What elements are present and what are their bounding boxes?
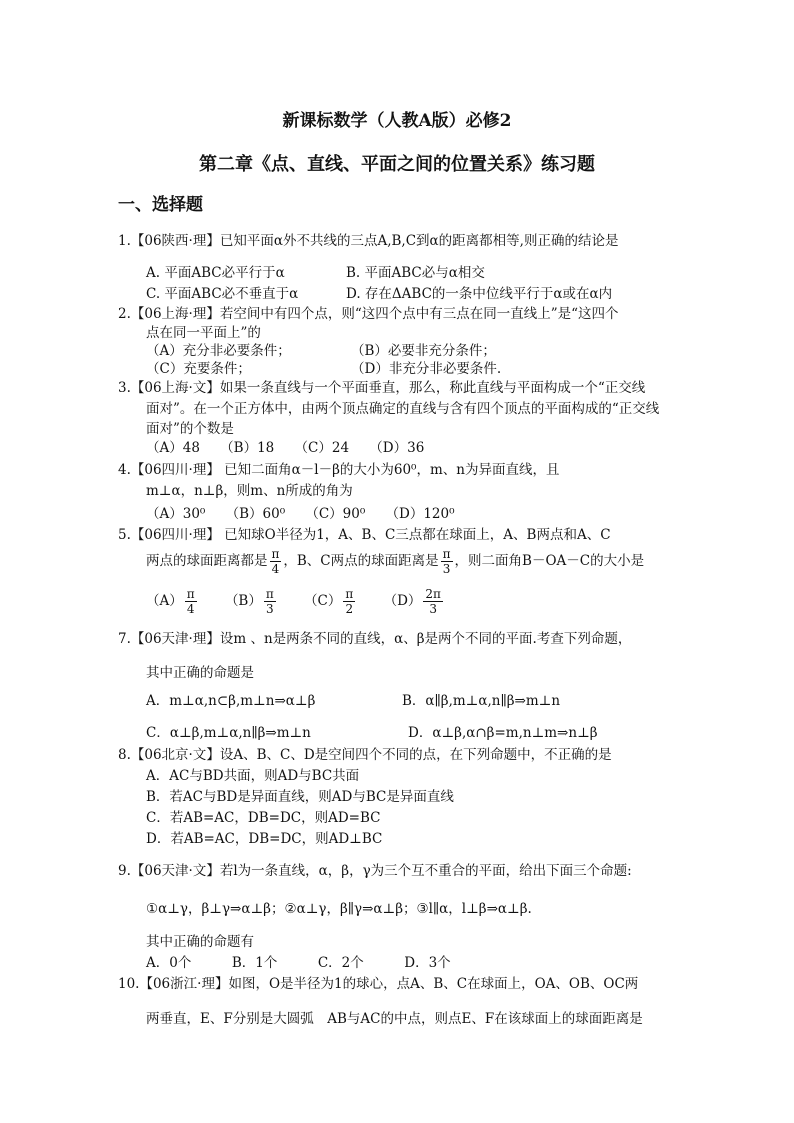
q5-stem-cont xyxy=(146,546,644,576)
q5-option-d-label: （D） xyxy=(383,593,422,609)
q5-text-1: 两点的球面距离都是 xyxy=(146,553,268,569)
q5-options xyxy=(146,583,445,619)
q3-stem: 3.【06上海·文】如果一条直线与一个平面垂直，那么，称此直线与平面构成一个“正交线 xyxy=(118,380,646,396)
q7-option-d: D．α⊥β,α∩β=m,n⊥m⇒n⊥β xyxy=(408,725,598,741)
q7-stem: 7.【06天津·理】设m 、n是两条不同的直线，α、β是两个不同的平面.考查下列命题， xyxy=(118,631,632,647)
q10-stem-cont: 两垂直，E、F分别是大圆弧 AB与AC的中点，则点E、F在该球面上的球面距离是 xyxy=(146,1011,643,1027)
q9-propositions: ①α⊥γ，β⊥γ⇒α⊥β；②α⊥γ，β∥γ⇒α⊥β；③l∥α，l⊥β⇒α⊥β. xyxy=(146,901,532,917)
q1-option-d: D. 存在ΔABC的一条中位线平行于α或在α内 xyxy=(346,286,613,302)
q5-option-b-label: （B） xyxy=(224,593,262,609)
q2-stem-cont: 点在同一平面上”的 xyxy=(146,325,261,341)
q4-stem-cont: m⊥α，n⊥β，则m、n所成的角为 xyxy=(146,483,353,499)
q4-options: （A）30⁰ （B）60⁰ （C）90⁰ （D）120⁰ xyxy=(146,506,455,522)
q8-option-a: A．AC与BD共面，则AD与BC共面 xyxy=(146,768,360,784)
q2-stem: 2.【06上海·理】若空间中有四个点，则“这四个点中有三点在同一直线上”是“这四个 xyxy=(118,306,619,322)
q9-stem-cont: 其中正确的命题有 xyxy=(146,934,254,950)
q9-stem: 9.【06天津·文】若l为一条直线，α，β，γ为三个互不重合的平面，给出下面三个命题: xyxy=(118,863,632,879)
q1-stem: 1.【06陕西·理】已知平面α外不共线的三点A,B,C到α的距离都相等,则正确的结论是 xyxy=(118,233,619,249)
q5-option-b-value: $\frac{\pi}{3}$ xyxy=(265,587,274,616)
q9-options: A．0个 B．1个 C．2个 D．3个 xyxy=(146,955,451,971)
q7-option-c: C．α⊥β,m⊥α,n∥β⇒m⊥n xyxy=(146,725,311,741)
q1-option-a: A. 平面ABC必平行于α xyxy=(146,265,285,281)
q5-fraction-ab: $\frac{\pi}{4}$ xyxy=(271,547,280,576)
q3-options: （A）48 （B）18 （C）24 （D）36 xyxy=(146,440,425,456)
q3-stem-cont1: 面对”。在一个正方体中，由两个顶点确定的直线与含有四个顶点的平面构成的“正交线 xyxy=(146,401,660,417)
q5-option-d-value: $\frac{2\pi}{3}$ xyxy=(425,587,441,616)
q8-option-d: D．若AB=AC，DB=DC，则AD⊥BC xyxy=(146,831,383,847)
q3-stem-cont2: 面对”的个数是 xyxy=(146,421,234,437)
q5-stem: 5.【06四川·理】 已知球O半径为1，A、B、C三点都在球面上，A、B两点和A、C xyxy=(118,527,611,543)
document-title: 新课标数学（人教A版）必修2 xyxy=(282,111,512,131)
q5-option-a-label: （A） xyxy=(146,593,183,609)
q7-option-a: A．m⊥α,n⊂β,m⊥n⇒α⊥β xyxy=(146,693,316,709)
section-heading: 一、选择题 xyxy=(118,195,203,215)
q2-option-a: （A）充分非必要条件； xyxy=(146,343,291,359)
q8-option-c: C．若AB=AC，DB=DC，则AD=BC xyxy=(146,810,381,826)
q5-option-c-label: （C） xyxy=(304,593,342,609)
q7-option-b: B．α∥β,m⊥α,n∥β⇒m⊥n xyxy=(402,693,561,709)
q8-stem: 8.【06北京·文】设A、B、C、D是空间四个不同的点，在下列命题中，不正确的是 xyxy=(118,747,612,763)
chapter-title: 第二章《点、直线、平面之间的位置关系》练习题 xyxy=(199,154,595,175)
q10-stem: 10.【06浙江·理】如图，O是半径为1的球心，点A、B、C在球面上，OA、OB、OC两 xyxy=(118,976,639,992)
q5-fraction-bc: $\frac{\pi}{3}$ xyxy=(442,547,451,576)
q2-option-c: （C）充要条件； xyxy=(146,361,251,377)
q5-option-c-value: $\frac{\pi}{2}$ xyxy=(345,587,354,616)
q5-text-2: ，B、C两点的球面距离是 xyxy=(283,553,439,569)
q5-option-a-value: $\frac{\pi}{4}$ xyxy=(186,587,195,616)
q1-option-b: B. 平面ABC必与α相交 xyxy=(346,265,485,281)
q8-option-b: B．若AC与BD是异面直线，则AD与BC是异面直线 xyxy=(146,789,454,805)
q7-stem-cont: 其中正确的命题是 xyxy=(146,665,254,681)
q5-text-3: ，则二面角B－OA－C的大小是 xyxy=(454,553,645,569)
q2-option-b: （B）必要非充分条件； xyxy=(351,343,496,359)
q1-option-c: C. 平面ABC必不垂直于α xyxy=(146,286,299,302)
q4-stem: 4.【06四川·理】 已知二面角α－l－β的大小为60⁰，m、n为异面直线，且 xyxy=(118,462,560,478)
q2-option-d: （D）非充分非必要条件. xyxy=(351,361,502,377)
